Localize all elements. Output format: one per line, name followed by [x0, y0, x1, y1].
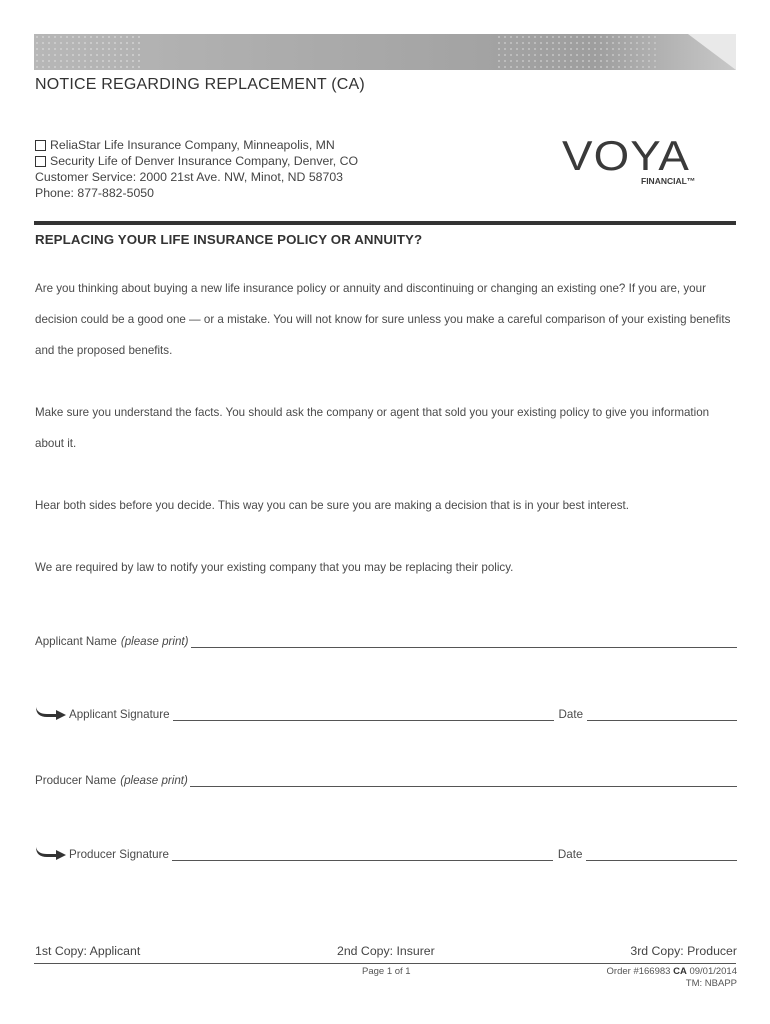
checkbox[interactable]: [35, 156, 46, 167]
applicant-name-line[interactable]: [191, 637, 737, 648]
header-banner: [34, 34, 736, 70]
applicant-name-label: Applicant Name: [35, 635, 117, 648]
order-info: [607, 966, 737, 990]
sign-here-arrow-icon: [35, 703, 67, 721]
date-label: Date: [557, 848, 583, 861]
company-option-label: Security Life of Denver Insurance Company, Denver, CO: [50, 154, 359, 168]
page-title: NOTICE REGARDING REPLACEMENT (CA): [35, 76, 365, 93]
order-date: 09/01/2014: [689, 966, 737, 977]
paragraph: We are required by law to notify your existing company that you may be replacing their policy.: [35, 561, 514, 574]
copy-producer: 3rd Copy: Producer: [630, 944, 737, 958]
company-option-label: ReliaStar Life Insurance Company, Minneapolis, MN: [50, 138, 335, 152]
producer-signature-line[interactable]: [172, 850, 553, 861]
company-option-reliastar[interactable]: [35, 137, 358, 153]
voya-logo: [560, 130, 738, 190]
banner-texture: [34, 34, 144, 70]
order-state: CA: [673, 966, 687, 977]
tm-code: TM: NBAPP: [685, 978, 737, 989]
customer-service-address: Customer Service: 2000 21st Ave. NW, Minot, ND 58703: [35, 170, 344, 184]
phone-number: Phone: 877-882-5050: [35, 186, 154, 200]
applicant-signature-label: Applicant Signature: [69, 708, 170, 721]
order-number: Order #166983: [606, 966, 671, 977]
page-number: Page 1 of 1: [362, 966, 411, 977]
section-heading: REPLACING YOUR LIFE INSURANCE POLICY OR ANNUITY?: [35, 232, 423, 247]
checkbox[interactable]: [35, 140, 46, 151]
order-line: [607, 966, 737, 978]
company-option-security-life[interactable]: [35, 153, 358, 169]
producer-signature-row[interactable]: [35, 843, 737, 861]
please-print-hint: (please print): [120, 774, 188, 787]
banner-texture: [496, 34, 656, 70]
producer-name-line[interactable]: [190, 776, 737, 787]
sign-here-arrow-icon: [35, 843, 67, 861]
copy-insurer: 2nd Copy: Insurer: [337, 944, 435, 958]
paragraph: Make sure you understand the facts. You should ask the company or agent that sold you your existing policy to give you information about it.: [35, 406, 710, 450]
paragraph: Are you thinking about buying a new life insurance policy or annuity and discontinuing or changing an existing one? If you are, your decision could be a good one — or a mistake. You will not know for sure unless you make a careful comparison of your existing benefits and the proposed benefits.: [35, 282, 731, 357]
logo-tagline: FINANCIAL™: [641, 176, 696, 186]
footer-divider: [34, 963, 736, 964]
paragraph: Hear both sides before you decide. This way you can be sure you are making a decision that is in your best interest.: [35, 499, 629, 512]
producer-name-field[interactable]: [35, 771, 737, 787]
copy-distribution: [35, 944, 737, 960]
producer-name-label: Producer Name: [35, 774, 117, 787]
applicant-date-line[interactable]: [587, 710, 737, 721]
producer-signature-label: Producer Signature: [69, 848, 169, 861]
copy-applicant: 1st Copy: Applicant: [35, 944, 141, 958]
applicant-signature-line[interactable]: [173, 710, 554, 721]
producer-date-line[interactable]: [586, 850, 737, 861]
section-divider: [34, 221, 736, 225]
applicant-name-field[interactable]: [35, 632, 737, 648]
please-print-hint: (please print): [120, 635, 189, 648]
banner-corner: [688, 34, 736, 70]
applicant-signature-row[interactable]: [35, 703, 737, 721]
logo-wordmark: VOYA: [562, 132, 690, 179]
company-info: [35, 137, 358, 201]
date-label: Date: [558, 708, 584, 721]
